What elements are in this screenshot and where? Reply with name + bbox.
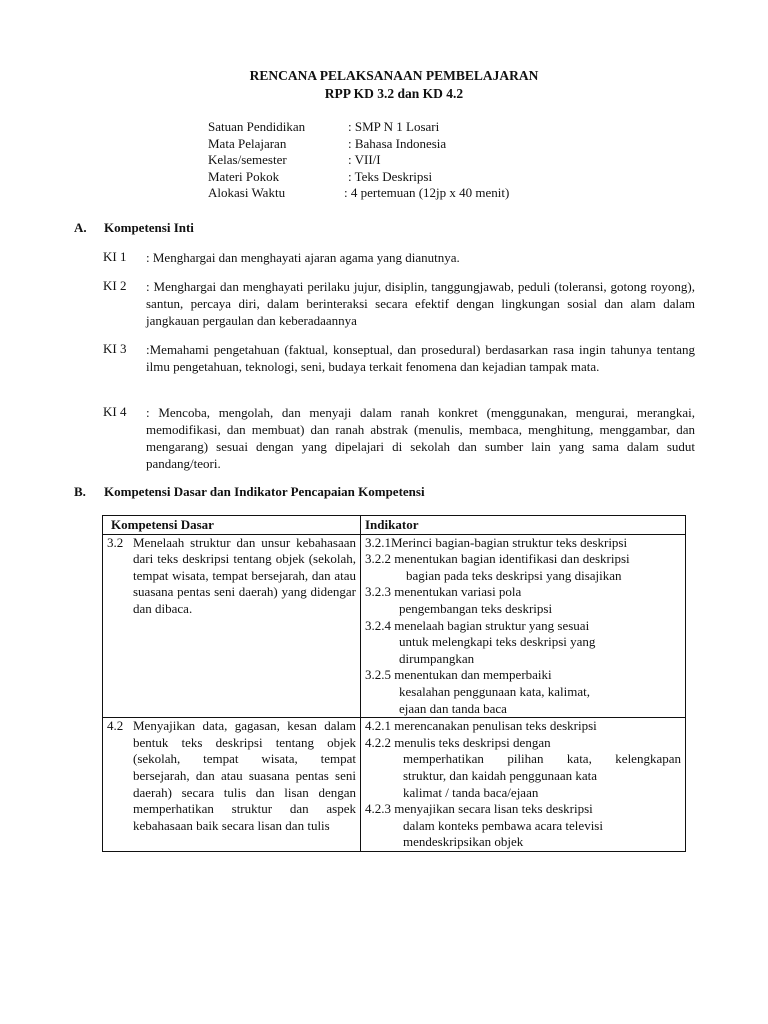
kd-cell [103,534,361,718]
meta-value: : Bahasa Indonesia [348,135,447,151]
indicator-continuation: kesalahan penggunaan kata, kalimat, [399,683,590,699]
meta-row [208,136,509,153]
indicator-continuation: ejaan dan tanda baca [399,700,507,716]
header-kompetensi-dasar: Kompetensi Dasar [103,516,361,535]
table-row [103,718,686,852]
section-a-letter: A. [74,220,87,235]
indicator-line: 4.2.2 menulis teks deskripsi dengan [365,734,551,750]
document-title: RENCANA PELAKSANAAN PEMBELAJARAN [249,68,539,83]
header-indikator: Indikator [361,516,686,535]
indicator-line: 3.2.3 menentukan variasi pola [365,584,522,600]
meta-row [208,119,509,136]
meta-label: Satuan Pendidikan [208,119,306,134]
indicator-line: 4.2.1 merencanakan penulisan teks deskripsi [365,718,597,734]
meta-row [208,169,509,186]
indicator-continuation: bagian pada teks deskripsi yang disajikan [406,567,622,583]
indicator-continuation: memperhatikan pilihan kata, kelengkapan [403,751,681,767]
competency-table [102,515,686,852]
indicator-continuation: dirumpangkan [399,650,475,666]
table-row [103,534,686,718]
indicator-line: 4.2.3 menyajikan secara lisan teks deskripsi [365,801,593,817]
meta-label: Kelas/semester [208,152,287,168]
meta-value: : SMP N 1 Losari [348,119,440,134]
meta-row [208,185,509,202]
section-b-letter: B. [74,484,86,499]
indicator-cell [361,534,686,718]
indicator-continuation: kalimat / tanda baca/ejaan [403,784,539,800]
kd-number: 4.2 [107,718,124,734]
kd-number: 3.2 [107,534,124,550]
ki-code: KI 2 [103,278,127,293]
ki-code: KI 4 [103,404,127,419]
indicator-continuation: pengembangan teks deskripsi [399,600,553,616]
ki-text: : Menghargai dan menghayati ajaran agama yang dianutnya. [146,250,460,265]
ki-code: KI 3 [103,341,127,356]
identity-block [208,119,509,202]
meta-value: : VII/I [348,152,381,168]
document-subtitle: RPP KD 3.2 dan KD 4.2 [324,86,464,101]
ki-text: :Memahami pengetahuan (faktual, konseptual, dan prosedural) berdasarkan rasa ingin tahunya tentang ilmu pengetahuan, teknologi, seni, budaya terkait fenomena dan kejadian tampak mata. [146,342,695,374]
kd-cell [103,718,361,852]
meta-label: Materi Pokok [208,168,280,184]
indicator-line: 3.2.5 menentukan dan memperbaiki [365,667,552,683]
section-b-title: Kompetensi Dasar dan Indikator Pencapaian Kompetensi [104,484,425,499]
indicator-continuation: mendeskripsikan objek [403,834,524,850]
indicator-line: 3.2.1Merinci bagian-bagian struktur teks deskripsi [365,534,628,550]
ki-code: KI 1 [103,249,127,264]
meta-row [208,152,509,169]
kd-text: Menelaah struktur dan unsur kebahasaan dari teks deskripsi tentang objek (sekolah, tempat wisata, tempat bersejarah, dan atau suasana pentas seni daerah) yang didengar dan dibaca. [133,534,356,616]
meta-value: : 4 pertemuan (12jp x 40 menit) [344,185,510,201]
indicator-continuation: struktur, dan kaidah penggunaan kata [403,767,598,783]
indicator-line: 3.2.4 menelaah bagian struktur yang sesuai [365,617,590,633]
indicator-cell [361,718,686,852]
indicator-continuation: dalam konteks pembawa acara televisi [403,817,603,833]
table-header-row [103,516,686,535]
meta-label: Mata Pelajaran [208,135,287,151]
meta-value: : Teks Deskripsi [348,168,433,184]
ki-text: : Menghargai dan menghayati perilaku jujur, disiplin, tanggungjawab, peduli (toleransi, gotong royong), santun, percaya diri, dalam berinteraksi secara efektif dengan lingkungan sosial dan alam dalam jangkauan pergaulan dan keberadaannya [146,279,695,328]
kd-text: Menyajikan data, gagasan, kesan dalam bentuk teks deskripsi tentang objek (sekolah, tempat wisata, tempat bersejarah, dan atau suasana pentas seni daerah) secara tulis dan lisan dengan memperhatikan struktur dan aspek kebahasaan baik secara lisan dan tulis [133,718,356,833]
indicator-continuation: untuk melengkapi teks deskripsi yang [399,634,596,650]
meta-label: Alokasi Waktu [208,185,286,201]
indicator-line: 3.2.2 menentukan bagian identifikasi dan deskripsi [365,551,630,567]
ki-text: : Mencoba, mengolah, dan menyaji dalam ranah konkret (menggunakan, mengurai, merangkai, memodifikasi, dan membuat) dan ranah abstrak (menulis, membaca, menghitung, menggambar, dan mengarang) sesuai dengan yang dipelajari di sekolah dan sumber lain yang sama dalam sudut pandang/teori. [146,405,695,471]
section-a-title: Kompetensi Inti [104,220,194,235]
